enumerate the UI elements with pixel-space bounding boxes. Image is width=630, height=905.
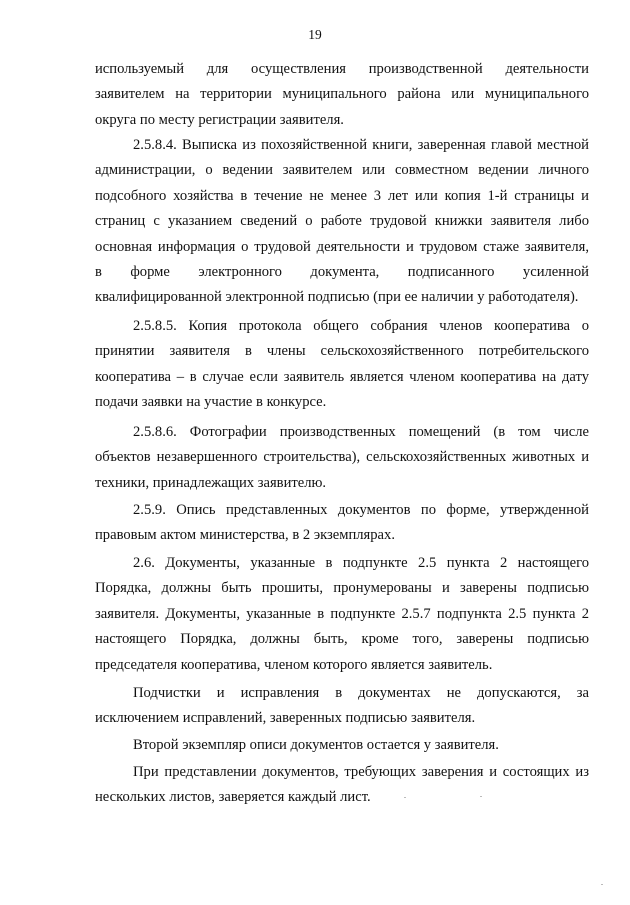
- text-line: нескольких листов, заверяется каждый лист.: [95, 789, 371, 806]
- text-line: Порядка, должны быть прошиты, пронумерованы и заверены подписью: [95, 580, 589, 597]
- scan-speck: [480, 796, 482, 797]
- paragraph-2-6: [95, 551, 589, 678]
- text-line: основная информация о трудовой деятельности и трудовом стаже заявителя,: [95, 238, 589, 255]
- text-line: объектов незавершенного строительства), сельскохозяйственных животных и: [95, 449, 589, 466]
- text-line: При представлении документов, требующих заверения и состоящих из: [133, 764, 589, 780]
- text-line: 2.5.8.4. Выписка из похозяйственной книги, заверенная главой местной: [133, 137, 589, 153]
- text-line: используемый для осуществления производственной деятельности: [95, 61, 589, 77]
- paragraph-2-5-8-5: [95, 314, 589, 416]
- text-line: в форме электронного документа, подписанного усиленной: [95, 263, 589, 280]
- text-line: настоящего Порядка, должны быть, кроме того, заверены подписью: [95, 631, 589, 648]
- paragraph-2-5-8-4: [95, 133, 589, 311]
- text-line: заявителем на территории муниципального района или муниципального: [95, 86, 589, 103]
- page-number: 19: [308, 27, 322, 42]
- text-line: страниц с указанием сведений о работе трудовой книжки заявителя либо: [95, 213, 589, 230]
- text-line: правовым актом министерства, в 2 экземплярах.: [95, 527, 395, 544]
- text-line: председателя кооператива, членом которого является заявитель.: [95, 656, 493, 673]
- text-line: подсобного хозяйства в течение не менее 3 лет или копия 1-й страницы и: [95, 187, 589, 204]
- paragraph-corrections: [95, 681, 589, 732]
- text-line: подачи заявки на участие в конкурсе.: [95, 394, 327, 411]
- paragraph-multi-sheet: [95, 760, 589, 811]
- text-line: квалифицированной электронной подписью (при ее наличии у работодателя).: [95, 289, 579, 306]
- paragraph-continuation: [95, 57, 589, 133]
- text-line: 2.5.8.6. Фотографии производственных помещений (в том числе: [133, 424, 589, 440]
- text-line: кооператива – в случае если заявитель является членом кооператива на дату: [95, 368, 589, 385]
- scan-speck: [404, 797, 406, 798]
- text-line: 2.6. Документы, указанные в подпункте 2.5 пункта 2 настоящего: [133, 555, 589, 571]
- scan-speck: [601, 884, 603, 885]
- text-line: Подчистки и исправления в документах не допускаются, за: [133, 685, 589, 701]
- text-line: Второй экземпляр описи документов остается у заявителя.: [133, 737, 499, 753]
- text-line: 2.5.8.5. Копия протокола общего собрания членов кооператива о: [133, 318, 589, 334]
- text-line: исключением исправлений, заверенных подписью заявителя.: [95, 710, 476, 727]
- paragraph-2-5-9: [95, 498, 589, 549]
- text-line: администрации, о ведении заявителем или совместном ведении личного: [95, 162, 589, 179]
- paragraph-2-5-8-6: [95, 420, 589, 496]
- text-line: принятии заявителя в члены сельскохозяйственного потребительского: [95, 343, 589, 360]
- paragraph-second-copy: [95, 733, 589, 758]
- text-line: 2.5.9. Опись представленных документов по форме, утвержденной: [133, 502, 589, 518]
- text-line: техники, принадлежащих заявителю.: [95, 474, 327, 491]
- text-line: заявителя. Документы, указанные в подпункте 2.5.7 подпункта 2.5 пункта 2: [95, 605, 589, 622]
- text-line: округа по месту регистрации заявителя.: [95, 111, 344, 128]
